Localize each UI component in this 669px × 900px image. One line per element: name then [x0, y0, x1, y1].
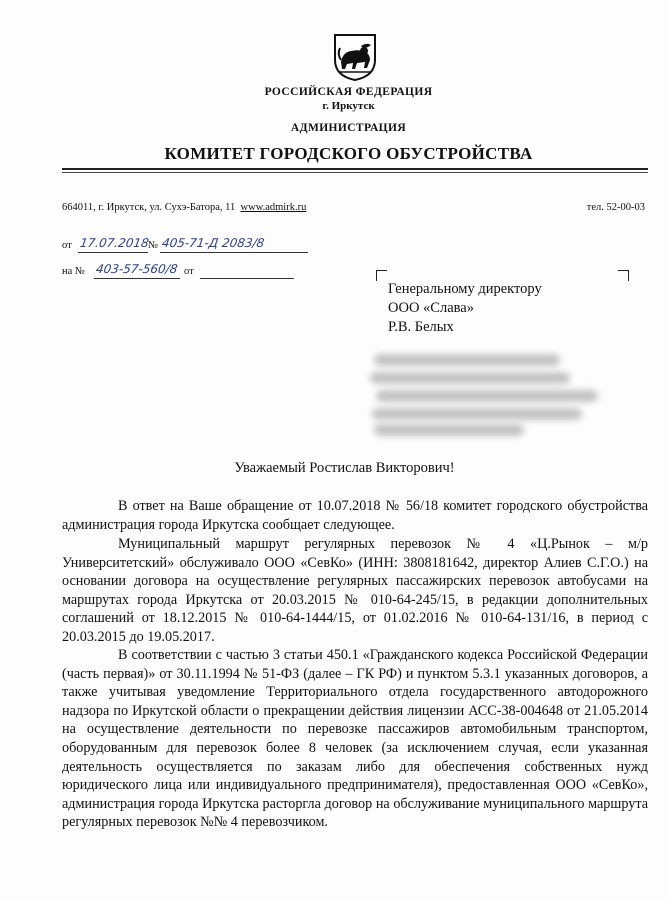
recipient-block	[388, 280, 542, 337]
ref-reply-from-label: от	[184, 266, 194, 277]
ref-from-label: от	[62, 240, 72, 251]
letter-paragraph: Муниципальный маршрут регулярных перевозок № 4 «Ц.Рынок – м/р Университетский» обслуживало ООО «СевКо» (ИНН: 3808181642, директор Алиев С.Г.О.) на основании договора на осуществление регулярных пассажирских перевозок автобусами на маршрутах города Иркутска от 20.03.2015 № 010-64-245/15, в редакции дополнительных соглашений от 18.12.2015 № 010-64-1444/15, от 01.02.2016 № 010-64-131/16, в период с 20.03.2015 до 19.05.2017.	[62, 536, 648, 645]
ref-number-underline	[160, 252, 308, 253]
header-city: г. Иркутск	[322, 100, 375, 112]
letter-paragraph: В соответствии с частью 3 статьи 450.1 «Гражданского кодекса Российской Федерации (часть первая)» от 30.11.1994 № 51-ФЗ (далее – ГК РФ) и пунктом 5.3.1 указанных договоров, а также учитывая уведомление Территориального отдела государственного автодорожного надзора по Иркутской области о прекращении действия лицензии АСС-38-004648 от 21.05.2014 на осуществление деятельности по перевозке пассажиров автомобильным транспортом, оборудованным для перевозок более 8 человек (за исключением случая, если указанная деятельность осуществляется по заказам либо для обеспечения собственных нужд юридического лица или индивидуального предпринимателя), предоставленная ООО «СевКо», администрация города Иркутска расторгла договор на обслуживание муниципального маршрута регулярных перевозок №№ 4 перевозчиком.	[62, 647, 648, 831]
recipient-corner-right	[618, 270, 629, 281]
recipient-position: Генеральному директору	[388, 281, 542, 297]
ref-number-handwritten: 405-71-Д 2083/8	[161, 236, 266, 250]
website-link[interactable]: www.admirk.ru	[240, 202, 307, 213]
ref-number-label: №	[148, 240, 159, 251]
recipient-corner-left	[376, 270, 387, 281]
header-address	[62, 202, 306, 213]
address-text: 664011, г. Иркутск, ул. Сухэ-Батора, 11	[62, 202, 236, 213]
salutation: Уважаемый Ростислав Викторович!	[234, 460, 455, 476]
redacted-address	[370, 350, 600, 440]
header-country: РОССИЙСКАЯ ФЕДЕРАЦИЯ	[264, 86, 433, 98]
header-committee: КОМИТЕТ ГОРОДСКОГО ОБУСТРОЙСТВА	[164, 144, 533, 163]
recipient-organization: ООО «Слава»	[388, 300, 474, 316]
recipient-name: Р.В. Белых	[388, 319, 454, 335]
header-divider-thick	[62, 168, 648, 170]
ref-date-handwritten: 17.07.2018	[79, 236, 150, 250]
ref-reply-date-underline	[200, 278, 294, 279]
header-administration: АДМИНИСТРАЦИЯ	[290, 122, 407, 134]
ref-reply-number-handwritten: 403-57-560/8	[95, 262, 179, 276]
ref-reply-underline	[94, 278, 180, 279]
ref-reply-label: на №	[62, 266, 85, 277]
letter-paragraph: В ответ на Ваше обращение от 10.07.2018 № 56/18 комитет городского обустройства администрация города Иркутска сообщает следующее.	[62, 498, 648, 533]
coat-of-arms-icon	[331, 32, 379, 82]
header-divider-thin	[62, 172, 648, 173]
header-phone: тел. 52-00-03	[586, 202, 645, 213]
ref-date-underline	[78, 252, 148, 253]
